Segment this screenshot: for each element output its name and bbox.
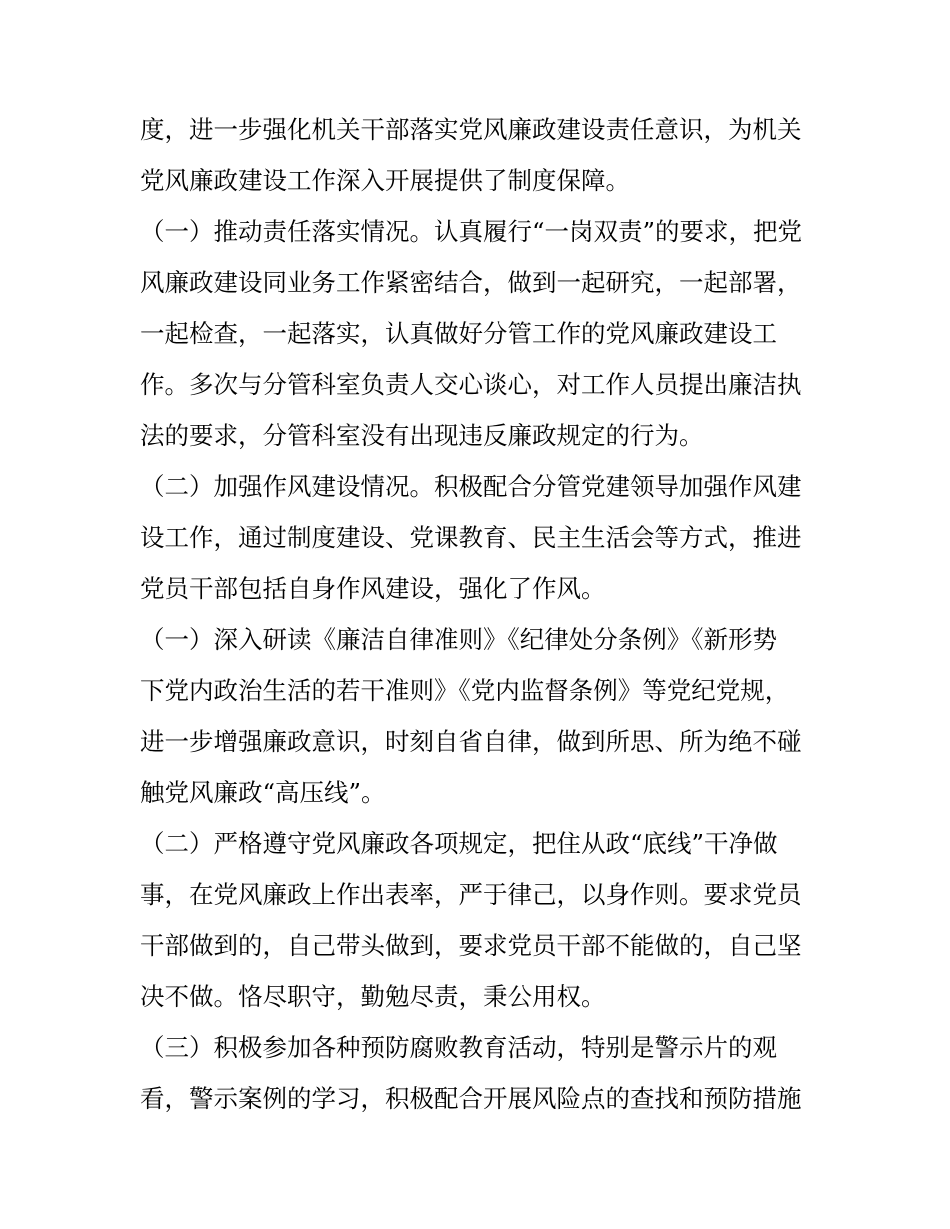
text-line: 进一步增强廉政意识，时刻自省自律，做到所思、所为绝不碰: [140, 727, 802, 756]
text-line: （一）推动责任落实情况。认真履行“一岗双责”的要求，把党: [140, 217, 803, 246]
text-line: 干部做到的，自己带头做到，要求党员干部不能做的，自己坚: [140, 931, 802, 960]
document-body: [140, 104, 820, 1124]
text-line: 法的要求，分管科室没有出现违反廉政规定的行为。: [140, 421, 704, 450]
text-line: （三）积极参加各种预防腐败教育活动，特别是警示片的观: [140, 1033, 777, 1062]
text-line: 度，进一步强化机关干部落实党风廉政建设责任意识，为机关: [140, 115, 802, 144]
text-line: 决不做。恪尽职守，勤勉尽责，秉公用权。: [140, 982, 606, 1011]
text-line: （二）严格遵守党风廉政各项规定，把住从政“底线”干净做: [140, 829, 778, 858]
text-line: 作。多次与分管科室负责人交心谈心，对工作人员提出廉洁执: [140, 370, 802, 399]
text-line: 风廉政建设同业务工作紧密结合，做到一起研究，一起部署，: [140, 268, 802, 297]
text-line: （一）深入研读《廉洁自律准则》《纪律处分条例》《新形势: [140, 625, 777, 654]
text-line: （二）加强作风建设情况。积极配合分管党建领导加强作风建: [140, 472, 802, 501]
text-line: 党员干部包括自身作风建设，强化了作风。: [140, 574, 606, 603]
text-line: 设工作，通过制度建设、党课教育、民主生活会等方式，推进: [140, 523, 802, 552]
text-line: 事，在党风廉政上作出表率，严于律己，以身作则。要求党员: [140, 880, 802, 909]
text-line: 看，警示案例的学习，积极配合开展风险点的查找和预防措施: [140, 1084, 802, 1113]
text-line: 一起检查，一起落实，认真做好分管工作的党风廉政建设工: [140, 319, 777, 348]
text-line: 触党风廉政“高压线”。: [140, 778, 386, 807]
text-line: 党风廉政建设工作深入开展提供了制度保障。: [140, 166, 630, 195]
text-line: 下党内政治生活的若干准则》《党内监督条例》等党纪党规，: [140, 676, 790, 705]
